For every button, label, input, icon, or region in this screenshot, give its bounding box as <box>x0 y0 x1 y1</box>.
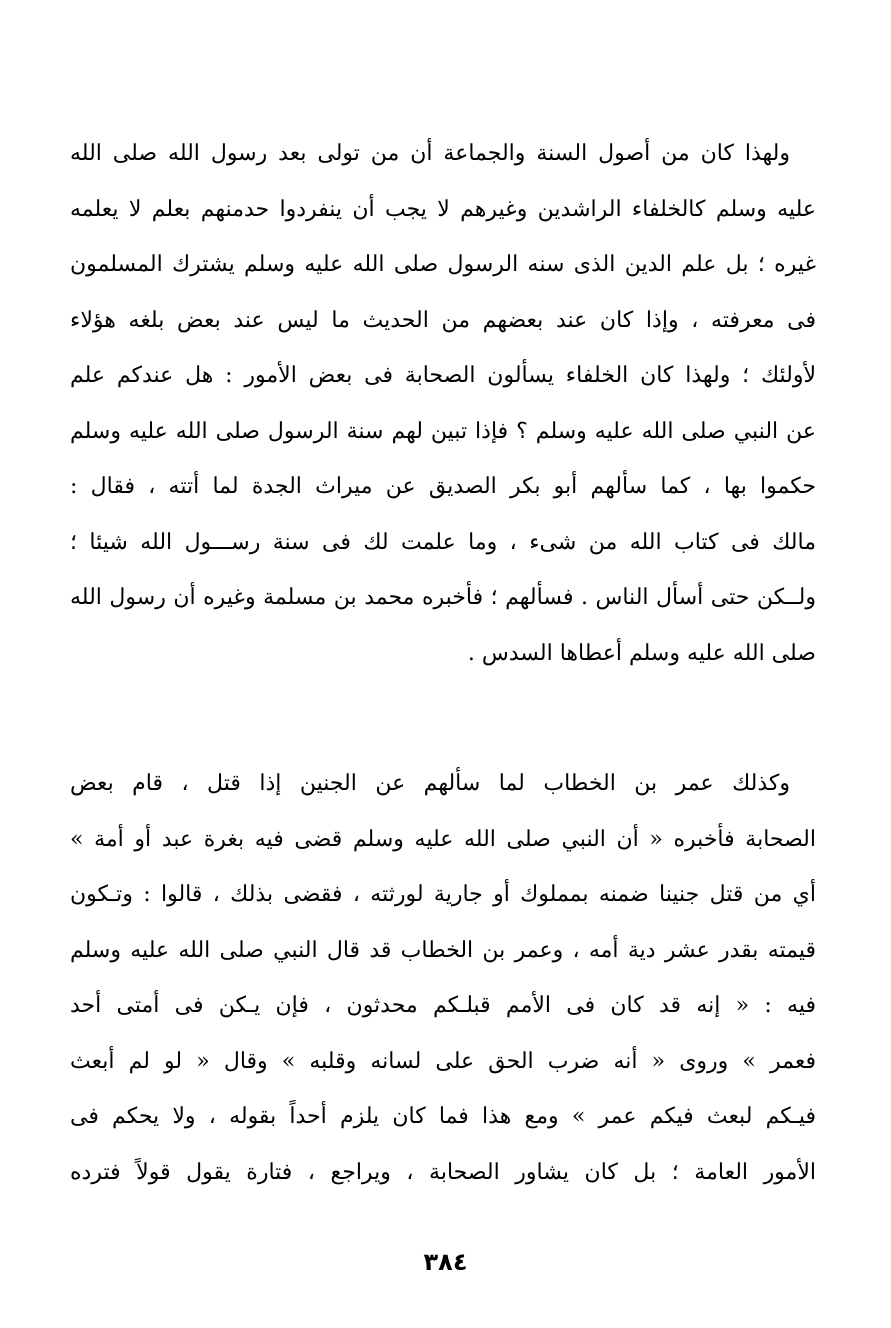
text-line: صلى الله عليه وسلم أعطاها السدس . <box>467 640 816 666</box>
text-line: فعمر » وروى « أنه ضرب الحق على لسانه وقلبه » وقال « لو لم أبعث <box>70 1048 816 1074</box>
text-line: ولهذا كان من أصول السنة والجماعة أن من تولى بعد رسول الله صلى الله <box>70 141 790 166</box>
text-line: ولــكن حتى أسأل الناس . فسألهم ؛ فأخبره محمد بن مسلمة وغيره أن رسول الله <box>70 585 816 610</box>
text-line: الصحابة فأخبره « أن النبي صلى الله عليه وسلم قضى فيه بغرة عبد أو أمة » <box>70 826 816 852</box>
text-line: فى معرفته ، وإذا كان عند بعضهم من الحديث ما ليس عند بعض بلغه هؤلاء <box>70 307 816 333</box>
text-line: حكموا بها ، كما سألهم أبو بكر الصديق عن ميراث الجدة لما أتته ، فقال : <box>70 474 816 499</box>
text-line: الأمور العامة ؛ بل كان يشاور الصحابة ، ويراجع ، فتارة يقول قولاً فترده <box>70 1159 816 1185</box>
text-line: وكذلك عمر بن الخطاب لما سألهم عن الجنين إذا قتل ، قام بعض <box>70 771 790 796</box>
text-line: أي من قتل جنينا ضمنه بمملوك أو جارية لورثته ، فقضى بذلك ، قالوا : وتـكون <box>70 882 816 907</box>
text-line: عليه وسلم كالخلفاء الراشدين وغيرهم لا يجب أن ينفردوا حدمنهم بعلم لا يعلمه <box>70 196 816 222</box>
paragraph-1 <box>70 126 816 681</box>
text-line: غيره ؛ بل علم الدين الذى سنه الرسول صلى الله عليه وسلم يشترك المسلمون <box>70 252 816 277</box>
paragraph-2 <box>70 756 816 1200</box>
text-line: مالك فى كتاب الله من شىء ، وما علمت لك فى سنة رســـول الله شيئا ؛ <box>70 529 816 555</box>
text-line: قيمته بقدر عشر دية أمه ، وعمر بن الخطاب قد قال النبي صلى الله عليه وسلم <box>70 937 816 963</box>
page-number: ٣٨٤ <box>423 1248 468 1276</box>
text-line: عن النبي صلى الله عليه وسلم ؟ فإذا تبين لهم سنة الرسول صلى الله عليه وسلم <box>70 418 816 444</box>
text-line: لأولئك ؛ ولهذا كان الخلفاء يسألون الصحابة فى بعض الأمور : هل عندكم علم <box>70 363 816 388</box>
text-line: فيه : « إنه قد كان فى الأمم قبلـكم محدثون ، فإن يـكن فى أمتى أحد <box>70 993 816 1018</box>
text-line: فيـكم لبعث فيكم عمر » ومع هذا فما كان يلزم أحداً بقوله ، ولا يحكم فى <box>70 1104 816 1129</box>
